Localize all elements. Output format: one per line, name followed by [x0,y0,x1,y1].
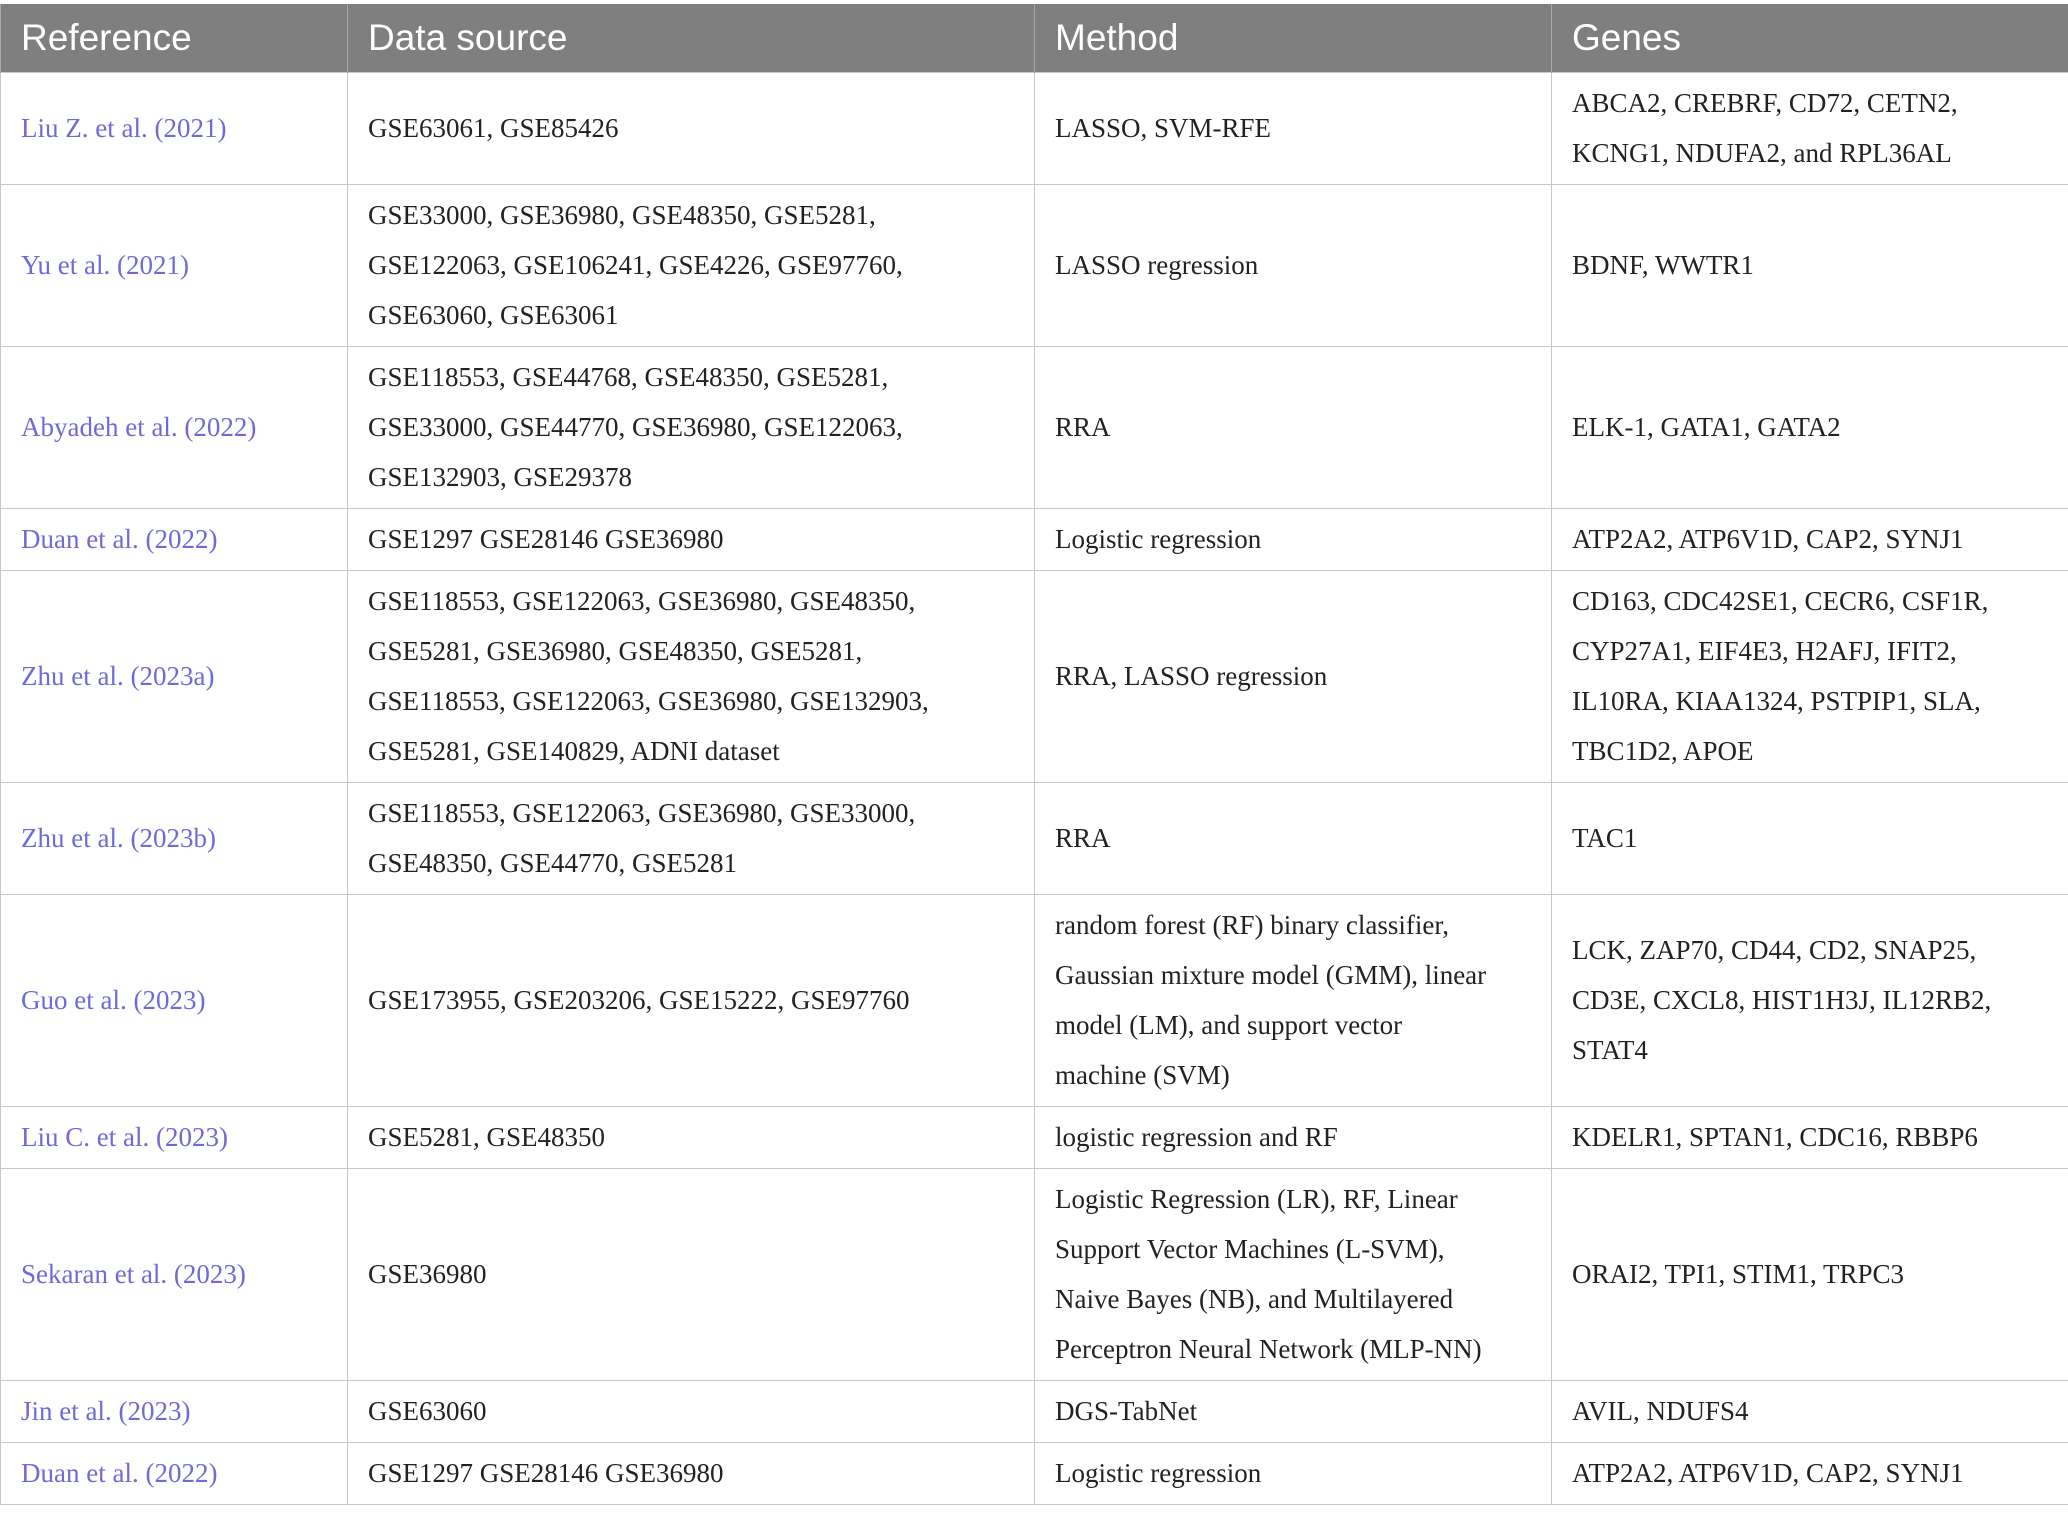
genes-line: ELK-1, GATA1, GATA2 [1572,412,1841,442]
genes-line: ATP2A2, ATP6V1D, CAP2, SYNJ1 [1572,524,1964,554]
reference-link[interactable]: Sekaran et al. (2023) [1,1169,348,1381]
header-method: Method [1035,4,1552,73]
data-source-line: GSE5281, GSE36980, GSE48350, GSE5281, [368,636,863,666]
header-data-source: Data source [348,4,1035,73]
header-reference: Reference [1,4,348,73]
genes-cell [1552,347,2068,509]
reference-link[interactable]: Duan et al. (2022) [1,1443,348,1505]
data-source-line: GSE1297 GSE28146 GSE36980 [368,1458,724,1488]
method-cell [1035,347,1552,509]
genes-cell [1552,73,2068,185]
table-row [1,571,2068,783]
genes-cell [1552,185,2068,347]
reference-link[interactable]: Yu et al. (2021) [1,185,348,347]
genes-line: CD163, CDC42SE1, CECR6, CSF1R, [1572,586,1989,616]
method-cell [1035,509,1552,571]
genes-line: ORAI2, TPI1, STIM1, TRPC3 [1572,1259,1905,1289]
genes-cell [1552,1169,2068,1381]
method-line: RRA, LASSO regression [1055,661,1328,691]
table-row [1,73,2068,185]
method-cell [1035,185,1552,347]
genes-cell [1552,1107,2068,1169]
method-line: Gaussian mixture model (GMM), linear [1055,960,1487,990]
table-header [1,4,2068,73]
genes-cell [1552,571,2068,783]
data-source-cell [348,1169,1035,1381]
method-line: machine (SVM) [1055,1060,1230,1090]
reference-table-container [0,4,2068,1505]
data-source-cell [348,1443,1035,1505]
data-source-cell [348,571,1035,783]
genes-line: TBC1D2, APOE [1572,736,1754,766]
genes-line: IL10RA, KIAA1324, PSTPIP1, SLA, [1572,686,1981,716]
data-source-cell [348,509,1035,571]
genes-cell [1552,1443,2068,1505]
data-source-line: GSE1297 GSE28146 GSE36980 [368,524,724,554]
table-row [1,1169,2068,1381]
data-source-cell [348,185,1035,347]
table-row [1,1443,2068,1505]
data-source-line: GSE5281, GSE140829, ADNI dataset [368,736,780,766]
method-cell [1035,1169,1552,1381]
data-source-line: GSE48350, GSE44770, GSE5281 [368,848,738,878]
genes-cell [1552,1381,2068,1443]
genes-cell [1552,783,2068,895]
data-source-line: GSE118553, GSE122063, GSE36980, GSE33000, [368,798,916,828]
method-line: Logistic regression [1055,524,1262,554]
data-source-line: GSE63060 [368,1396,487,1426]
genes-line: CD3E, CXCL8, HIST1H3J, IL12RB2, [1572,985,1992,1015]
method-cell [1035,895,1552,1107]
genes-line: STAT4 [1572,1035,1648,1065]
reference-link[interactable]: Guo et al. (2023) [1,895,348,1107]
genes-line: LCK, ZAP70, CD44, CD2, SNAP25, [1572,935,1977,965]
data-source-line: GSE63060, GSE63061 [368,300,619,330]
genes-line: CYP27A1, EIF4E3, H2AFJ, IFIT2, [1572,636,1957,666]
data-source-cell [348,1381,1035,1443]
reference-link[interactable]: Duan et al. (2022) [1,509,348,571]
table-body [1,73,2068,1505]
genes-line: ABCA2, CREBRF, CD72, CETN2, [1572,88,1958,118]
genes-line: TAC1 [1572,823,1638,853]
method-line: RRA [1055,823,1111,853]
data-source-line: GSE33000, GSE36980, GSE48350, GSE5281, [368,200,876,230]
data-source-line: GSE118553, GSE122063, GSE36980, GSE48350, [368,586,916,616]
method-line: Perceptron Neural Network (MLP-NN) [1055,1334,1482,1364]
table-row [1,783,2068,895]
data-source-line: GSE122063, GSE106241, GSE4226, GSE97760, [368,250,903,280]
reference-table [0,4,2068,1505]
table-row [1,1381,2068,1443]
method-cell [1035,1381,1552,1443]
reference-link[interactable]: Zhu et al. (2023b) [1,783,348,895]
method-line: LASSO, SVM-RFE [1055,113,1272,143]
method-line: LASSO regression [1055,250,1259,280]
method-line: logistic regression and RF [1055,1122,1338,1152]
genes-line: AVIL, NDUFS4 [1572,1396,1749,1426]
reference-link[interactable]: Liu Z. et al. (2021) [1,73,348,185]
method-line: Logistic Regression (LR), RF, Linear [1055,1184,1458,1214]
genes-line: ATP2A2, ATP6V1D, CAP2, SYNJ1 [1572,1458,1964,1488]
reference-link[interactable]: Zhu et al. (2023a) [1,571,348,783]
method-line: Support Vector Machines (L-SVM), [1055,1234,1445,1264]
genes-cell [1552,509,2068,571]
method-cell [1035,1107,1552,1169]
data-source-line: GSE33000, GSE44770, GSE36980, GSE122063, [368,412,903,442]
method-line: model (LM), and support vector [1055,1010,1403,1040]
method-line: RRA [1055,412,1111,442]
data-source-cell [348,1107,1035,1169]
genes-line: KDELR1, SPTAN1, CDC16, RBBP6 [1572,1122,1978,1152]
method-line: Logistic regression [1055,1458,1262,1488]
table-row [1,509,2068,571]
header-genes: Genes [1552,4,2068,73]
genes-line: BDNF, WWTR1 [1572,250,1754,280]
method-cell [1035,571,1552,783]
data-source-cell [348,783,1035,895]
data-source-line: GSE118553, GSE122063, GSE36980, GSE132903, [368,686,929,716]
data-source-cell [348,73,1035,185]
genes-line: KCNG1, NDUFA2, and RPL36AL [1572,138,1952,168]
method-cell [1035,1443,1552,1505]
method-cell [1035,783,1552,895]
table-row [1,1107,2068,1169]
data-source-line: GSE173955, GSE203206, GSE15222, GSE97760 [368,985,910,1015]
table-row [1,347,2068,509]
table-row [1,185,2068,347]
method-line: DGS-TabNet [1055,1396,1198,1426]
reference-link[interactable]: Jin et al. (2023) [1,1381,348,1443]
header-row [1,4,2068,73]
method-line: random forest (RF) binary classifier, [1055,910,1450,940]
data-source-line: GSE118553, GSE44768, GSE48350, GSE5281, [368,362,889,392]
reference-link[interactable]: Abyadeh et al. (2022) [1,347,348,509]
table-row [1,895,2068,1107]
method-line: Naive Bayes (NB), and Multilayered [1055,1284,1454,1314]
data-source-line: GSE5281, GSE48350 [368,1122,606,1152]
data-source-line: GSE36980 [368,1259,487,1289]
method-cell [1035,73,1552,185]
data-source-cell [348,895,1035,1107]
genes-cell [1552,895,2068,1107]
reference-link[interactable]: Liu C. et al. (2023) [1,1107,348,1169]
data-source-cell [348,347,1035,509]
data-source-line: GSE132903, GSE29378 [368,462,633,492]
data-source-line: GSE63061, GSE85426 [368,113,619,143]
